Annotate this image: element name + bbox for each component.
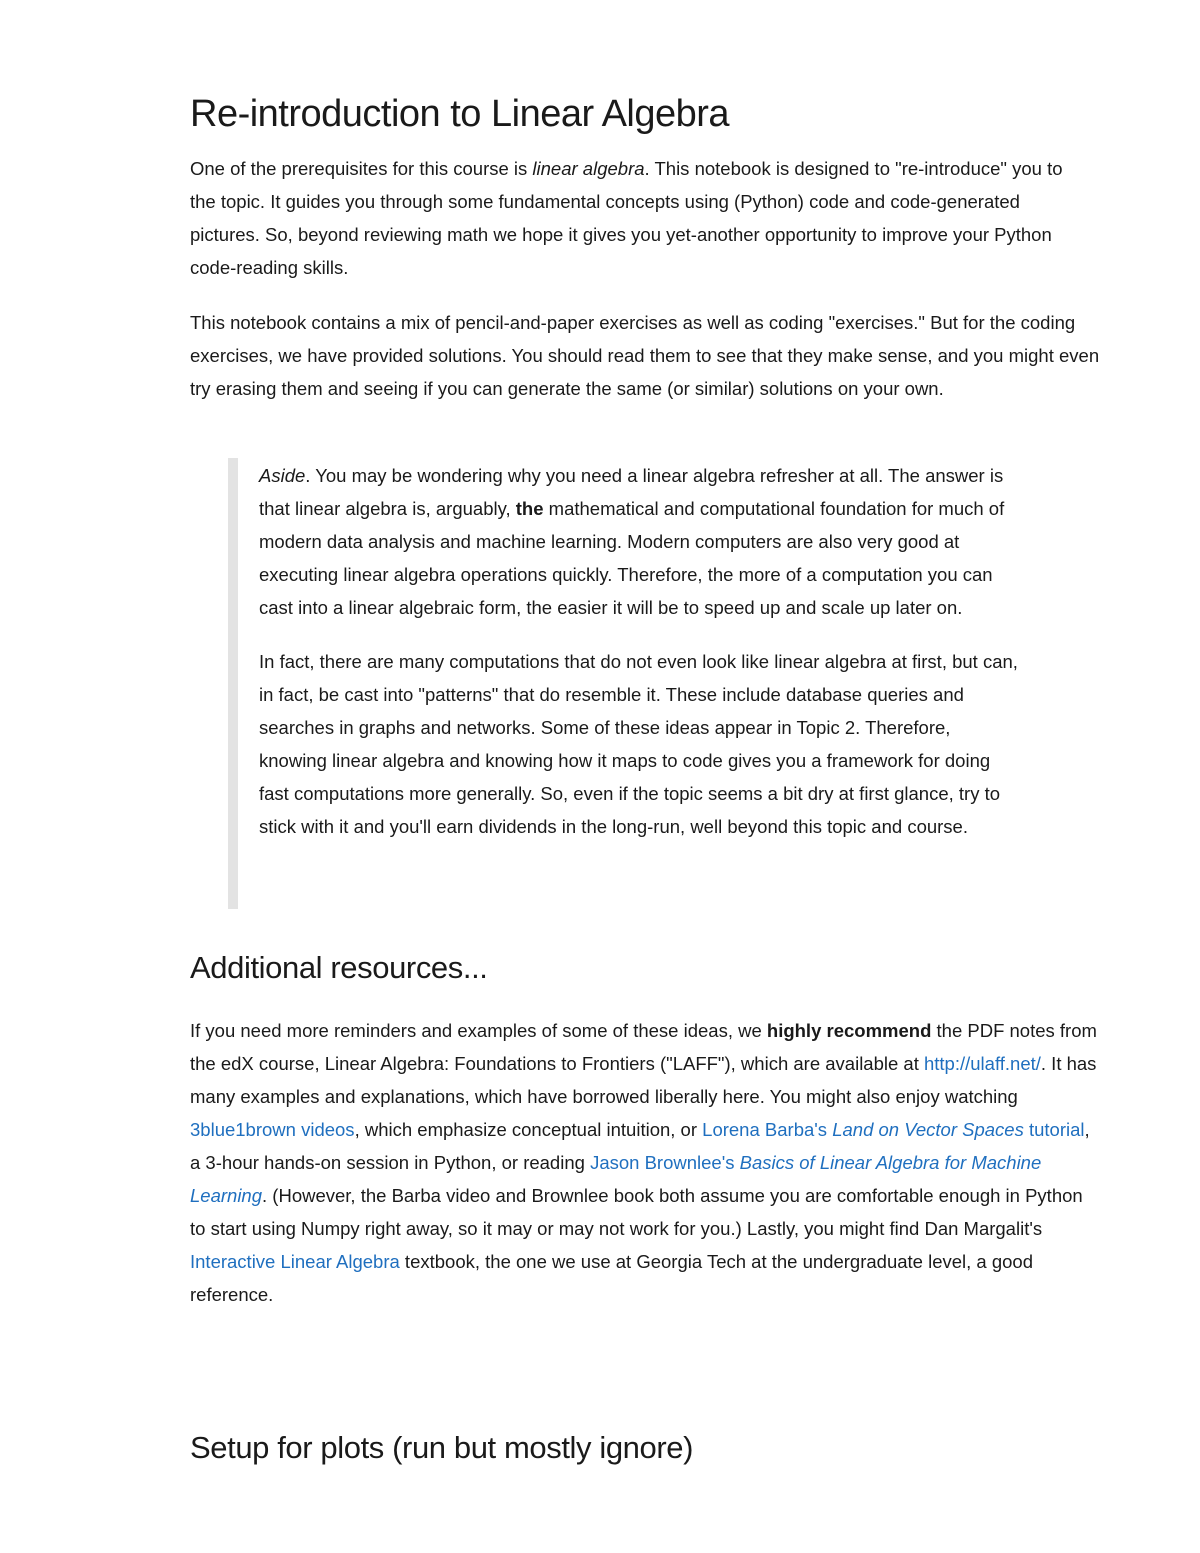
barba-link-text: Lorena Barba's <box>702 1119 833 1140</box>
aside-paragraph-1 <box>259 459 1019 624</box>
resources-text: textbook, the one we use at Georgia Tech at the undergraduate level, a good reference. <box>190 1251 1034 1305</box>
aside-text-cont: mathematical and computational foundation for much of modern data analysis and machine learning. Modern computers are also very good at executing linear algebra operations quickly. Therefore, the more of a computation you can cast into a linear algebraic form, the easier it will be to speed up and scale up later on. <box>259 498 1005 618</box>
barba-link-text-end: tutorial <box>1023 1119 1085 1140</box>
aside-paragraph-2: In fact, there are many computations that do not even look like linear algebra at first, but can, in fact, be cast into "patterns" that do resemble it. These include database queries and searches in graphs and networks. Some of these ideas appear in Topic 2. Therefore, knowing linear algebra and knowing how it maps to code gives you a framework for doing fast computations more generally. So, even if the topic seems a bit dry at first glance, try to stick with it and you'll earn dividends in the long-run, well beyond this topic and course. <box>259 651 1018 837</box>
intro-text-cont: . This notebook is designed to "re-introduce" you to the topic. It guides you through some fundamental concepts using (Python) code and code-generated pictures. So, beyond reviewing math we hope it gives you yet-another opportunity to improve your Python code-reading skills. <box>190 158 1063 278</box>
resources-heading: Additional resources... <box>190 950 488 985</box>
resources-text: . (However, the Barba video and Brownlee book both assume you are comfortable enough in Python to start using Numpy right away, so it may or may not work for you.) Lastly, you might find Dan Margalit's <box>190 1185 1083 1239</box>
barba-link-title: Land on Vector Spaces <box>832 1119 1024 1140</box>
highly-recommend-strong: highly recommend <box>766 1020 932 1041</box>
3blue1brown-link[interactable]: 3blue1brown videos <box>190 1119 355 1140</box>
barba-tutorial-link[interactable] <box>702 1119 1084 1140</box>
intro-text-2: This notebook contains a mix of pencil-and-paper exercises as well as coding "exercises." But for the coding exercises, we have provided solutions. You should read them to see that they make sense, and you might even try erasing them and seeing if you can generate the same (or similar) solutions on your own. <box>190 312 1100 399</box>
brownlee-link-text: Jason Brownlee's <box>590 1152 740 1173</box>
brownlee-link-title: Basics of Linear Algebra for Machine Learning <box>190 1152 1042 1206</box>
resources-text: , which emphasize conceptual intuition, or <box>354 1119 703 1140</box>
aside-strong: the <box>515 498 544 519</box>
setup-heading: Setup for plots (run but mostly ignore) <box>190 1430 694 1465</box>
page-title: Re-introduction to Linear Algebra <box>190 93 730 135</box>
resources-text: , a 3-hour hands-on session in Python, or reading <box>190 1119 1090 1173</box>
resources-text: If you need more reminders and examples of some of these ideas, we <box>190 1020 767 1041</box>
laff-link[interactable]: http://ulaff.net/ <box>923 1053 1041 1074</box>
intro-text: One of the prerequisites for this course is <box>190 158 533 179</box>
aside-blockquote <box>228 458 1018 909</box>
resources-text: . It has many examples and explanations, which have borrowed liberally here. You might also enjoy watching <box>190 1053 1097 1107</box>
aside-text: . You may be wondering why you need a linear algebra refresher at all. The answer is that linear algebra is, arguably, <box>259 465 1004 519</box>
aside-label: Aside <box>259 465 306 486</box>
emphasis-linear-algebra: linear algebra <box>532 158 645 179</box>
interactive-linear-algebra-link[interactable]: Interactive Linear Algebra <box>190 1251 400 1272</box>
resources-paragraph <box>190 1014 1102 1311</box>
intro-paragraph-2 <box>190 306 1100 405</box>
resources-text: the PDF notes from the edX course, Linear Algebra: Foundations to Frontiers ("LAFF"), which are available at <box>190 1020 1097 1074</box>
intro-paragraph-1 <box>190 152 1070 284</box>
